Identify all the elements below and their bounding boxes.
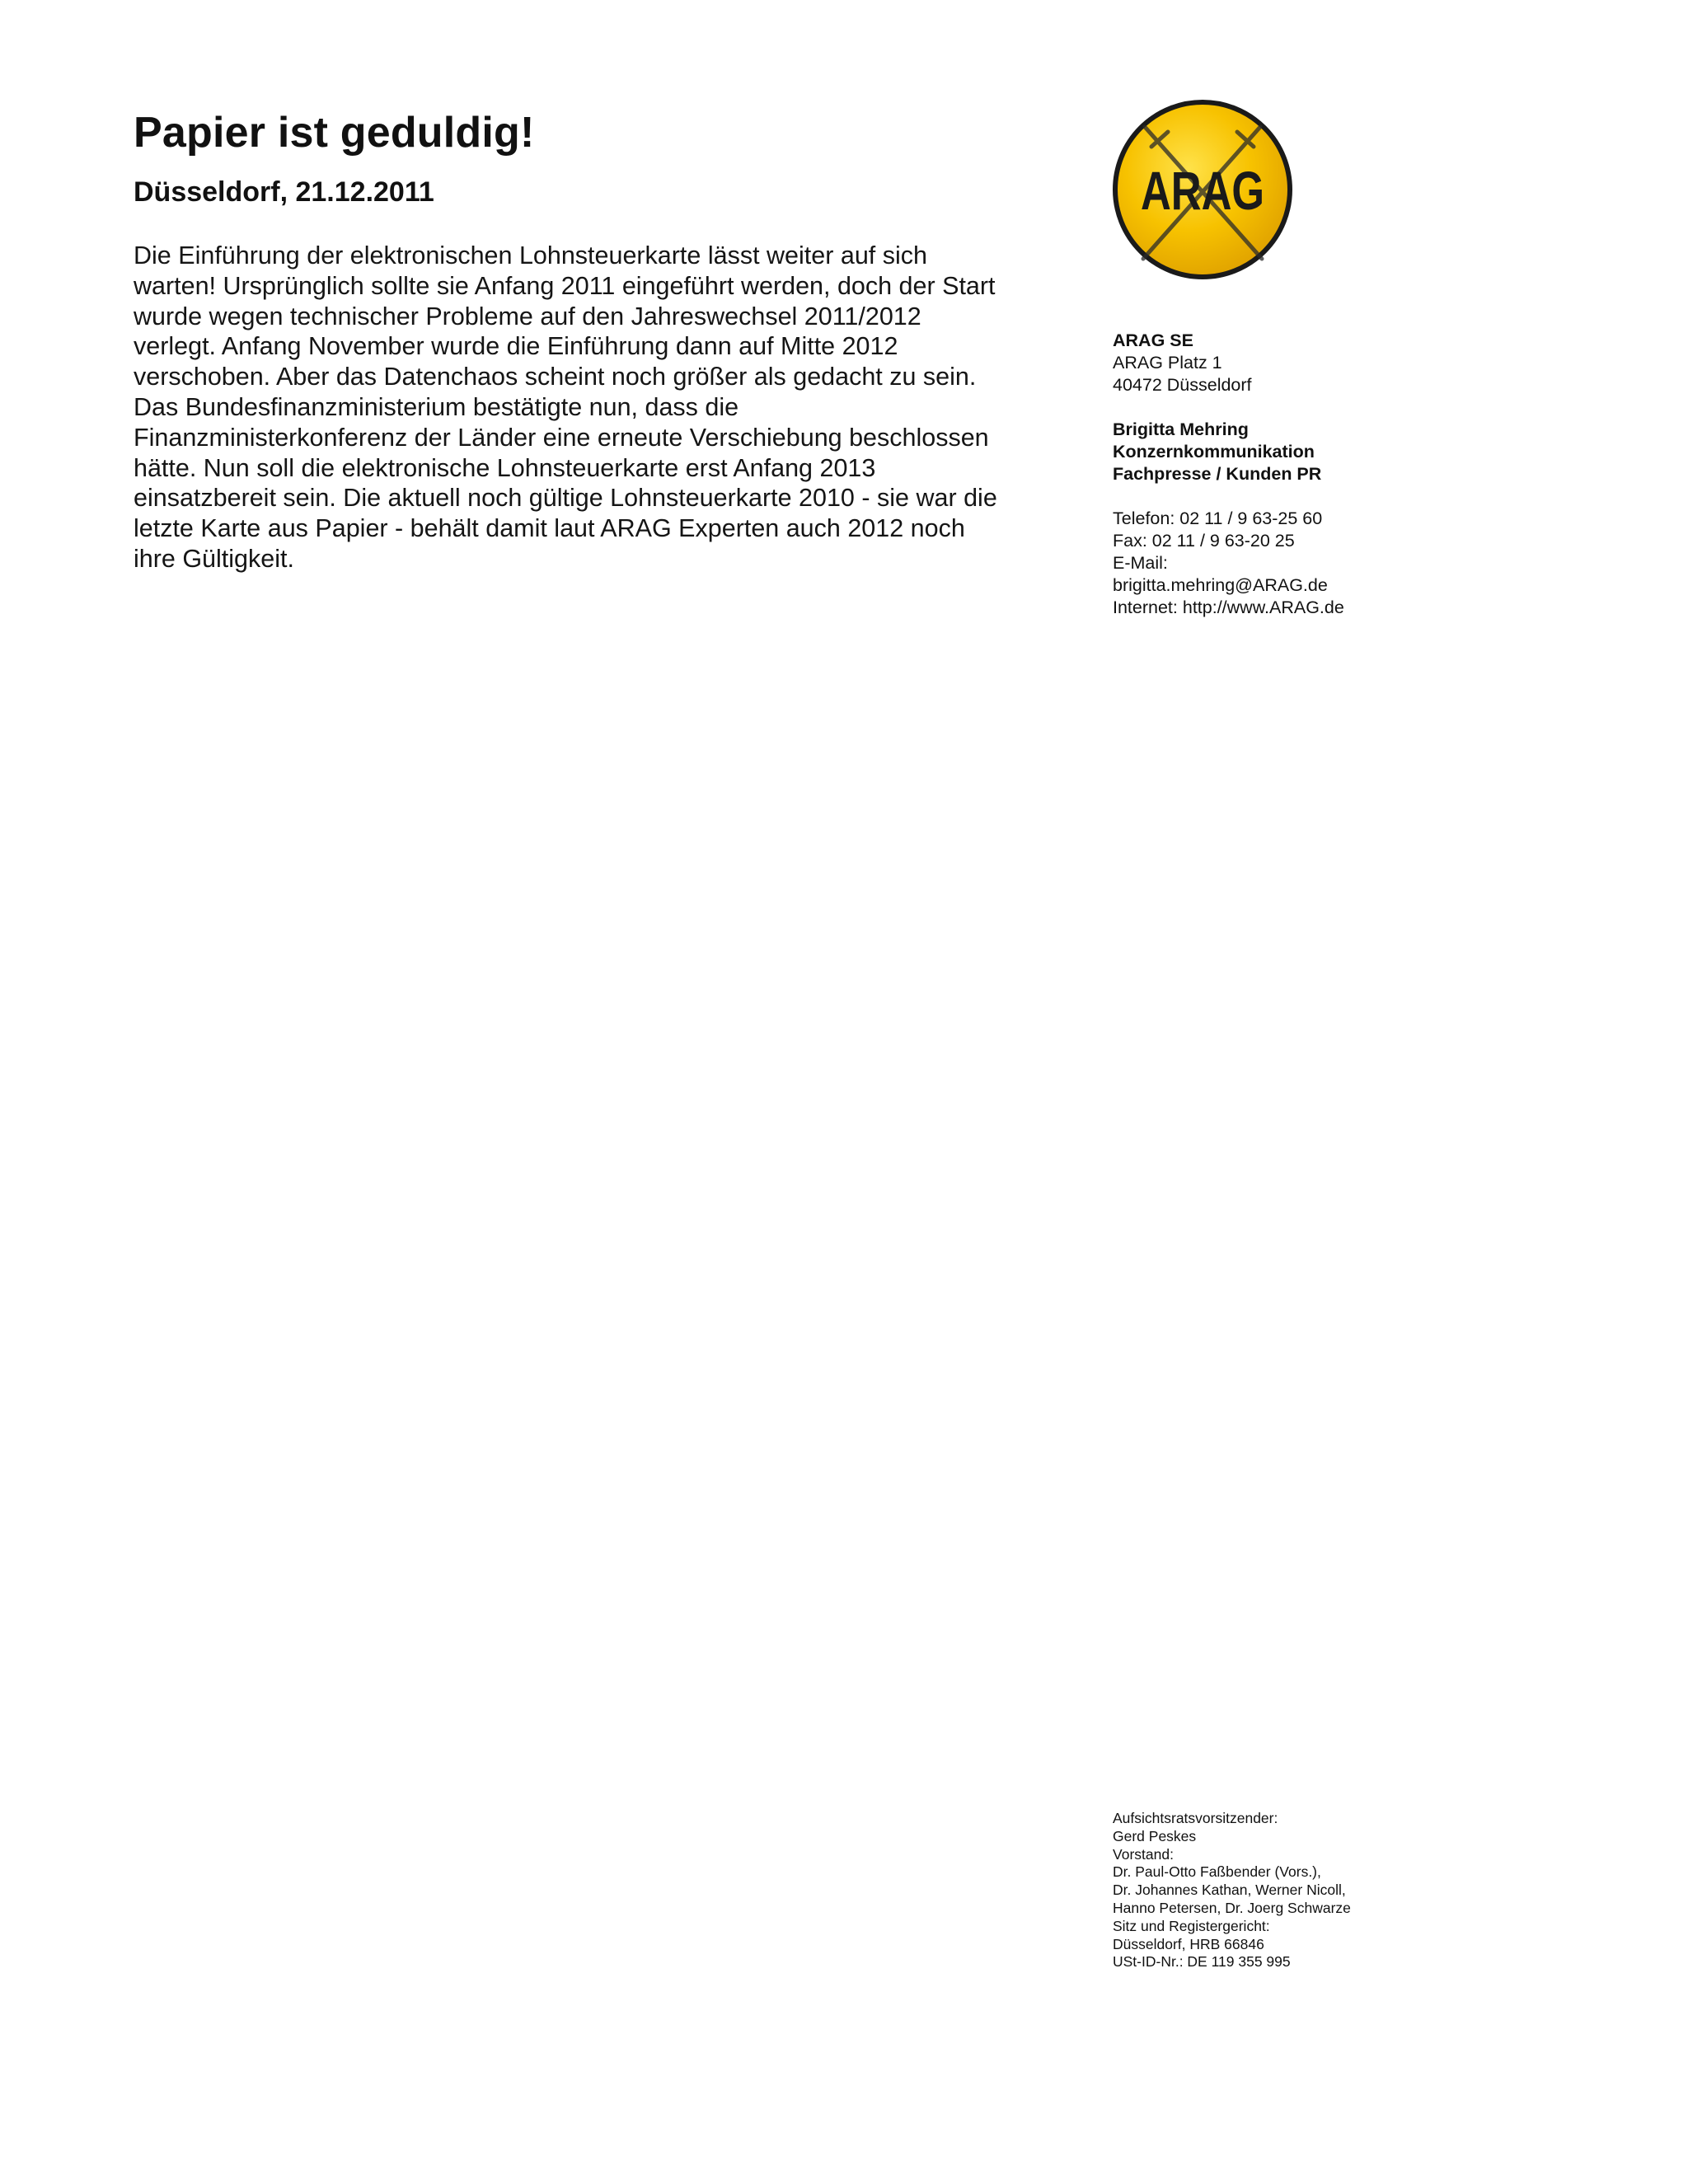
arag-logo xyxy=(1110,97,1295,282)
contact-department: Konzernkommunikation xyxy=(1113,442,1315,462)
spacer xyxy=(1113,396,1459,419)
article-body-line: verschoben. Aber das Datenchaos scheint noch größer als gedacht zu sein. xyxy=(134,363,977,391)
article-body-line: Finanzministerkonferenz der Länder eine erneute Verschiebung beschlossen xyxy=(134,423,989,452)
spacer xyxy=(1113,485,1459,508)
legal-footer xyxy=(1113,1810,1459,1971)
contact-fax: Fax: 02 11 / 9 63-20 25 xyxy=(1113,531,1295,551)
article-body-line: letzte Karte aus Papier - behält damit laut ARAG Experten auch 2012 noch xyxy=(134,514,965,543)
article-body-line: verlegt. Anfang November wurde die Einführung dann auf Mitte 2012 xyxy=(134,332,898,361)
footer-line: Gerd Peskes xyxy=(1113,1827,1197,1844)
contact-email: brigitta.mehring@ARAG.de xyxy=(1113,575,1328,595)
article xyxy=(134,103,1028,574)
article-body-line: Das Bundesfinanzministerium bestätigte nun, dass die xyxy=(134,392,739,421)
company-city: 40472 Düsseldorf xyxy=(1113,375,1252,395)
contact-internet: Internet: http://www.ARAG.de xyxy=(1113,598,1344,617)
footer-line: USt-ID-Nr.: DE 119 355 995 xyxy=(1113,1953,1291,1971)
footer-line: Vorstand: xyxy=(1113,1845,1174,1863)
article-body-line: Die Einführung der elektronischen Lohnsteuerkarte lässt weiter auf sich xyxy=(134,241,927,269)
footer-line: Hanno Petersen, Dr. Joerg Schwarze xyxy=(1113,1899,1351,1916)
contact-phone: Telefon: 02 11 / 9 63-25 60 xyxy=(1113,509,1323,528)
article-body-line: warten! Ursprünglich sollte sie Anfang 2011 eingeführt werden, doch der Start xyxy=(134,271,996,300)
footer-line: Sitz und Registergericht: xyxy=(1113,1917,1270,1934)
article-body-line: einsatzbereit sein. Die aktuell noch gültige Lohnsteuerkarte 2010 - sie war die xyxy=(134,484,997,513)
contact-role: Fachpresse / Kunden PR xyxy=(1113,464,1322,484)
company-name: ARAG SE xyxy=(1113,330,1193,350)
article-body-line: wurde wegen technischer Probleme auf den Jahreswechsel 2011/2012 xyxy=(134,302,921,330)
article-body-line: hätte. Nun soll die elektronische Lohnsteuerkarte erst Anfang 2013 xyxy=(134,453,876,482)
footer-line: Aufsichtsratsvorsitzender: xyxy=(1113,1810,1278,1826)
company-street: ARAG Platz 1 xyxy=(1113,353,1222,373)
contact-block xyxy=(1113,330,1459,619)
article-dateline: Düsseldorf, 21.12.2011 xyxy=(134,176,434,208)
footer-line: Dr. Johannes Kathan, Werner Nicoll, xyxy=(1113,1882,1346,1899)
contact-person: Brigitta Mehring xyxy=(1113,419,1249,439)
article-body-line: ihre Gültigkeit. xyxy=(134,544,294,573)
article-body xyxy=(134,241,1028,574)
logo-wordmark: ARAG xyxy=(1141,160,1264,221)
contact-email-label: E-Mail: xyxy=(1113,553,1168,573)
footer-line: Düsseldorf, HRB 66846 xyxy=(1113,1935,1264,1952)
footer-line: Dr. Paul-Otto Faßbender (Vors.), xyxy=(1113,1863,1321,1881)
article-title: Papier ist geduldig! xyxy=(134,109,535,157)
